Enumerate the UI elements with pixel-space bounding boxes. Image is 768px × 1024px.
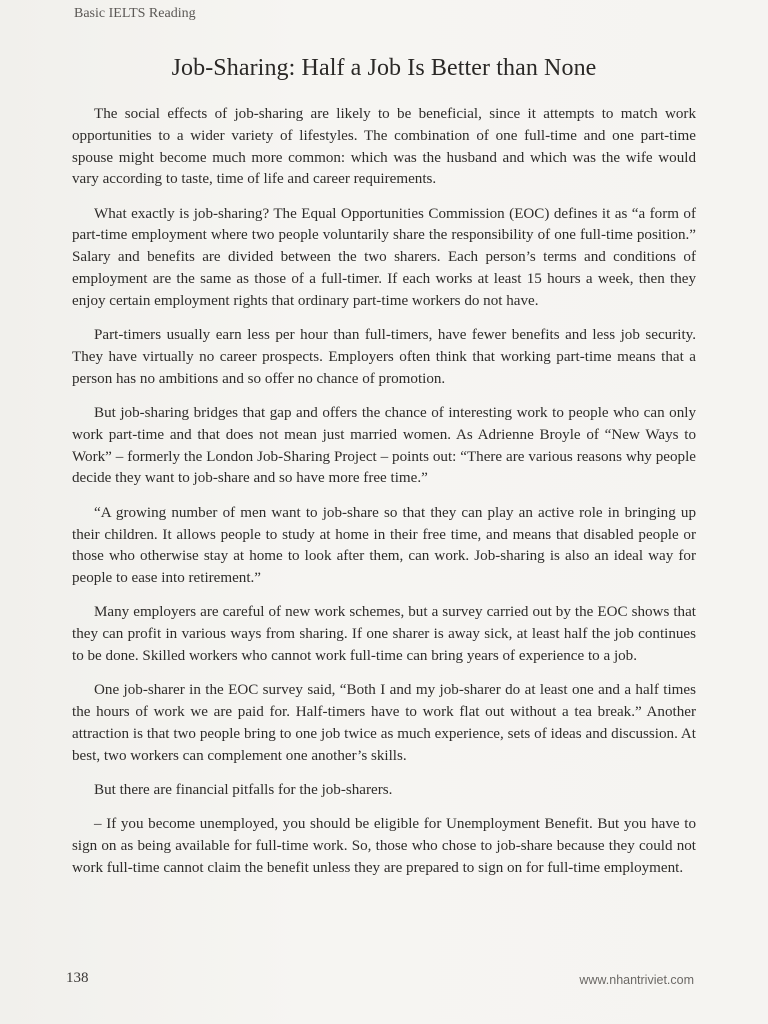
paragraph-2: What exactly is job-sharing? The Equal Opportunities Commission (EOC) defines it as “a form of part-time employment where two people voluntarily share the responsibility of one full-time position.” Salary and benefits are divided between the two sharers. Each person’s terms and conditions of employment are the same as those of a full-timer. If each works at least 15 hours a week, then they enjoy certain employment rights that ordinary part-time workers do not have. (72, 205, 696, 309)
publisher-website: www.nhantriviet.com (579, 973, 694, 987)
article-title: Job-Sharing: Half a Job Is Better than None (171, 55, 597, 81)
paragraph-6: Many employers are careful of new work schemes, but a survey carried out by the EOC shows that they can profit in various ways from sharing. If one sharer is away sick, at least half the job continues to be done. Skilled workers who cannot work full-time can bring years of experience to a job. (72, 604, 696, 665)
paragraph-5: “A growing number of men want to job-share so that they can play an active role in bringing up their children. It allows people to study at home in their free time, and means that disabled people or those who otherwise stay at home to look after them, can work. Job-sharing is also an ideal way for people to ease into retirement.” (72, 504, 696, 587)
paragraph-1: The social effects of job-sharing are likely to be beneficial, since it attempts to match work opportunities to a wider variety of lifestyles. The combination of one full-time and one part-time spouse might become much more common: which was the husband and which was the wife would vary according to taste, time of life and career requirements. (72, 106, 696, 188)
paragraph-8: But there are financial pitfalls for the job-sharers. (94, 782, 393, 799)
paragraph-7: One job-sharer in the EOC survey said, “Both I and my job-sharer do at least one and a half times the hours of work we are paid for. Half-timers have to work flat out without a tea break.” Another attraction is that two people bring to one job twice as much experience, sets of ideas and discussion. At best, two workers can complement one another’s skills. (72, 682, 696, 764)
paragraph-3: Part-timers usually earn less per hour than full-timers, have fewer benefits and less job security. They have virtually no career prospects. Employers often think that working part-time means that a person has no ambitions and so offer no chance of promotion. (72, 327, 696, 387)
article-body (72, 104, 696, 892)
paragraph-9: – If you become unemployed, you should be eligible for Unemployment Benefit. But you have to sign on as being available for full-time work. So, those who chose to job-share because they could not work full-time cannot claim the benefit unless they are prepared to sign on for full-time employment. (72, 816, 696, 876)
paragraph-4: But job-sharing bridges that gap and offers the chance of interesting work to people who can only work part-time and that does not mean just married women. As Adrienne Broyle of “New Ways to Work” – formerly the London Job-Sharing Project – points out: “There are various reasons why people decide they want to job-share and so have more free time.” (72, 405, 696, 487)
running-header: Basic IELTS Reading (74, 6, 196, 21)
page-number: 138 (66, 970, 89, 986)
